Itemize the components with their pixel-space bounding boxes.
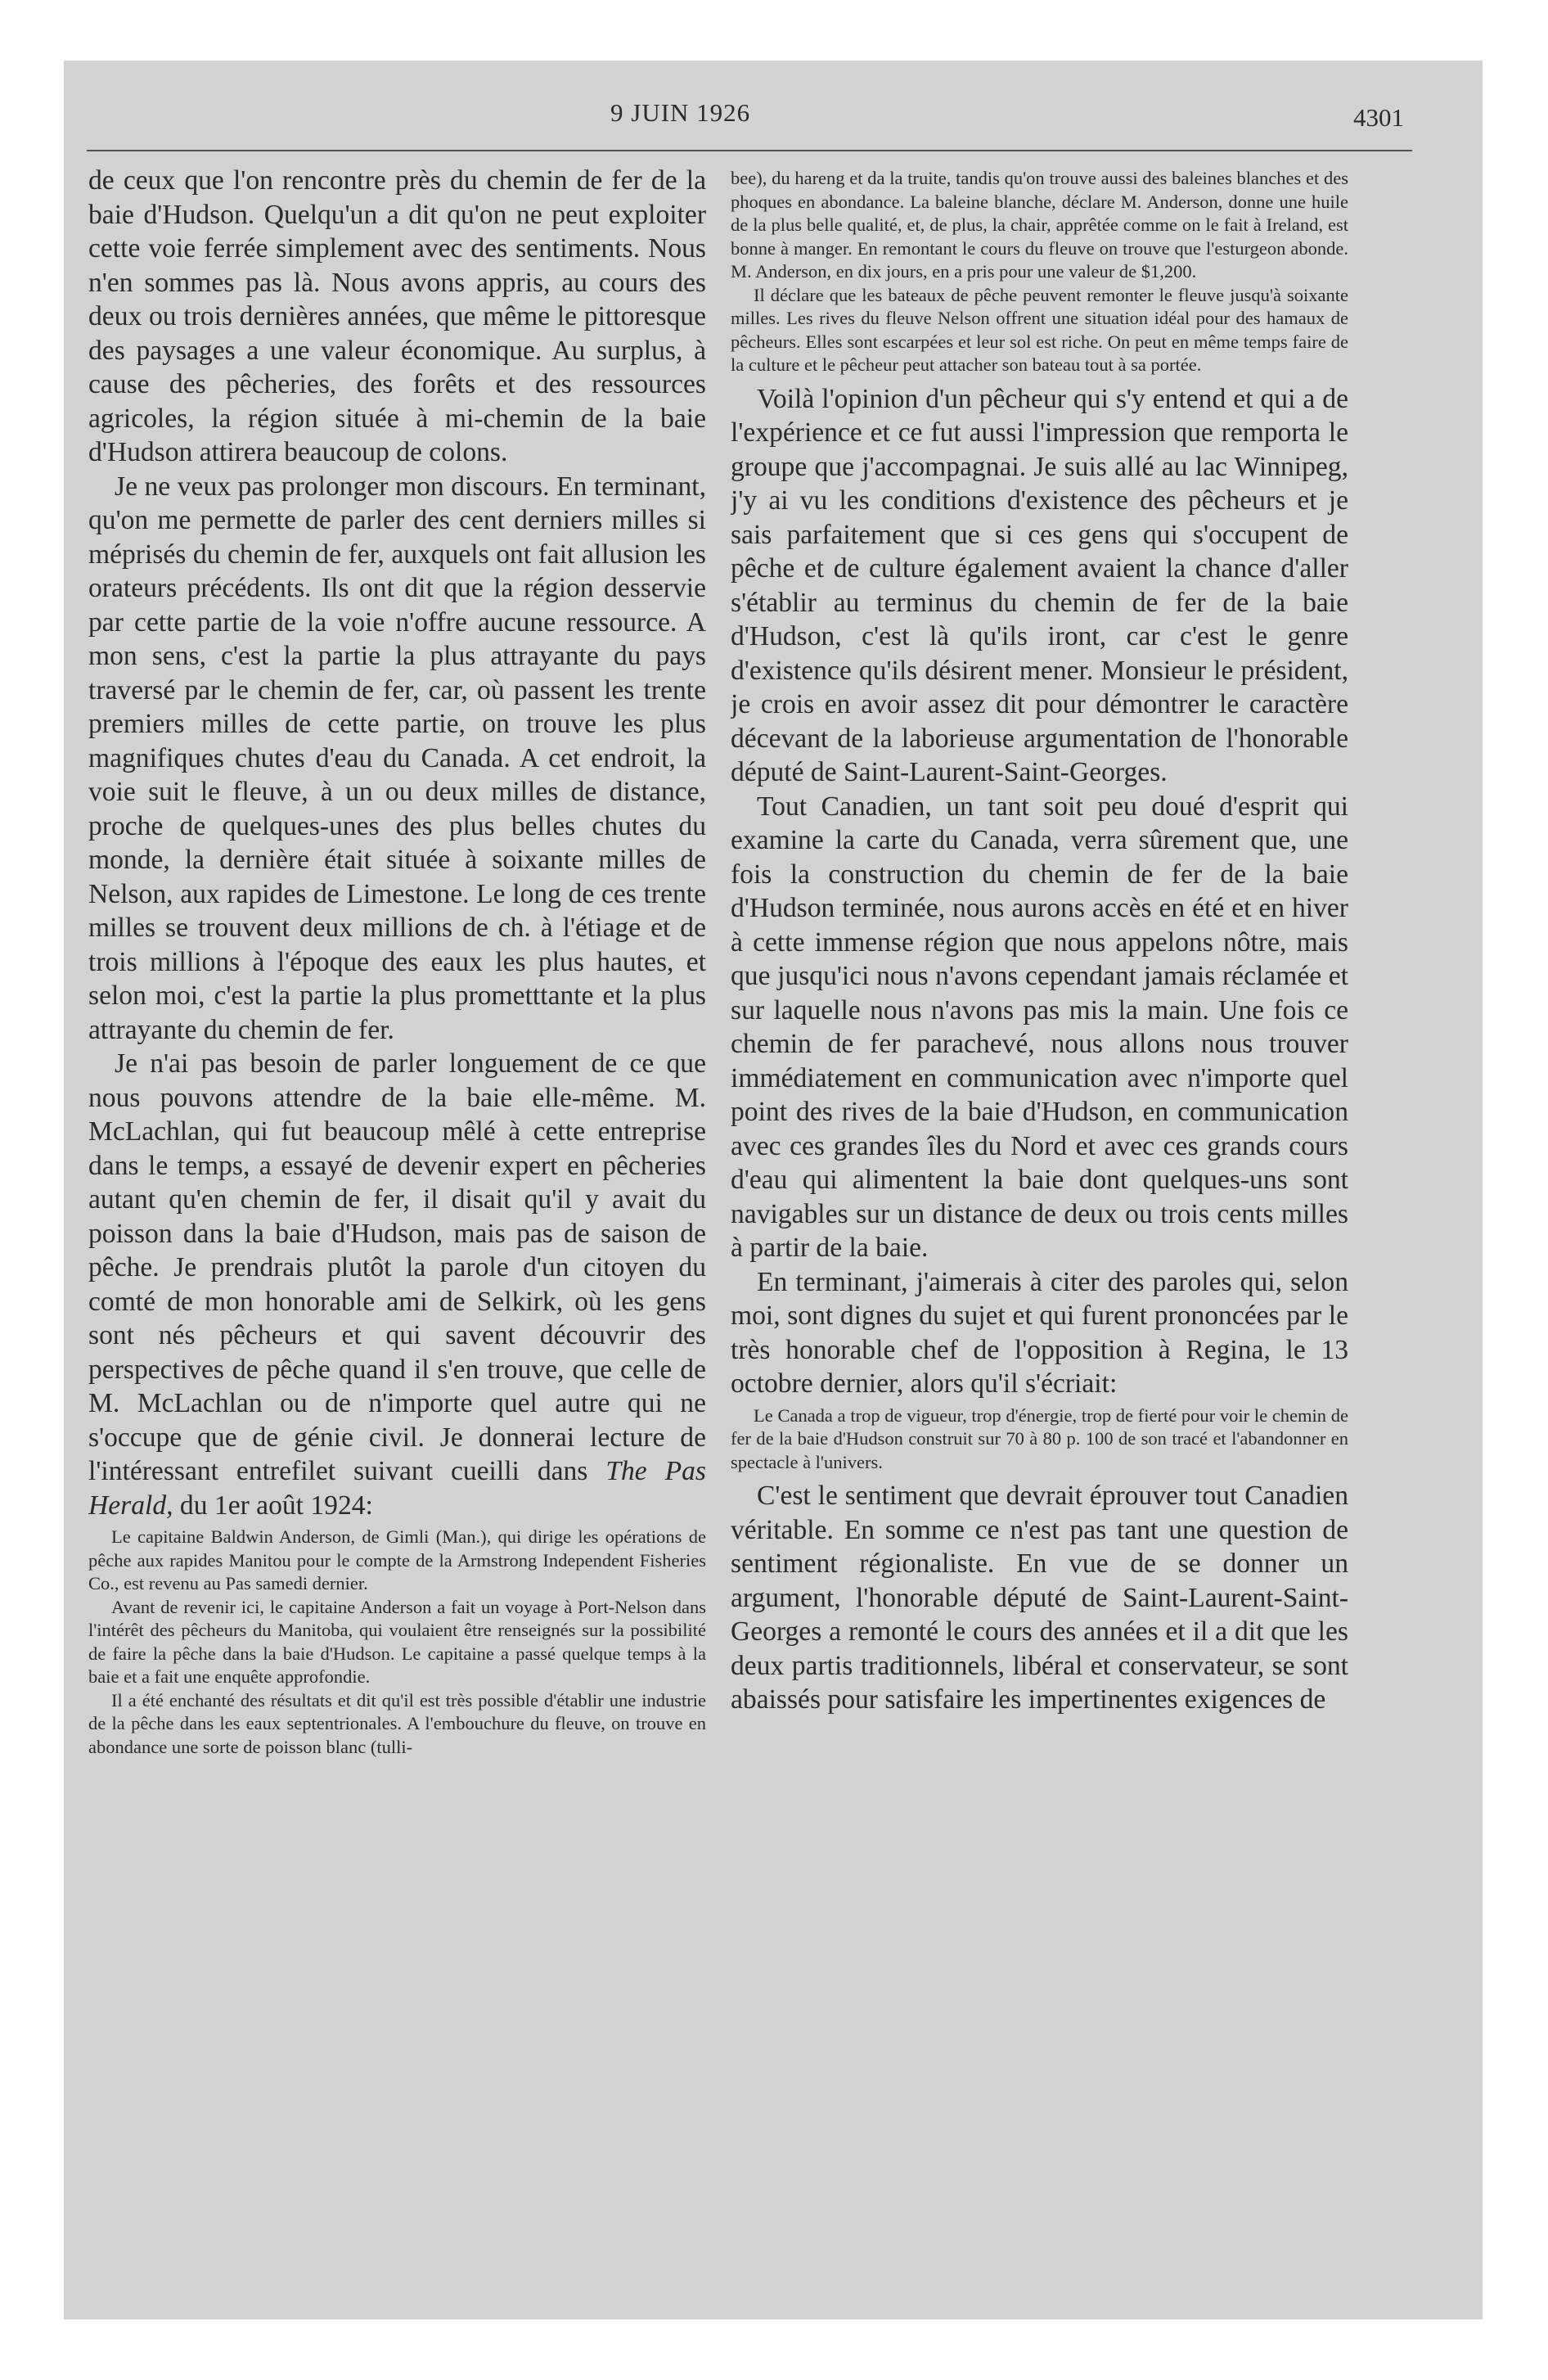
quote-paragraph: Le capitaine Baldwin Anderson, de Gimli (Man.), qui dirige les opérations de pêche aux rapides Manitou pour le compte de la Armstrong Independent Fisheries Co., est revenu au Pas samedi dernier. <box>88 1526 706 1593</box>
paragraph-text: Je n'ai pas besoin de parler longuement de ce que nous pouvons attendre de la baie elle-même. M. McLachlan, qui fut beaucoup mêlé à cette entreprise dans le temps, a essayé de devenir expert en pêcheries autant qu'en chemin de fer, il disait qu'il y avait du poisson dans la baie d'Hudson, mais pas de saison de pêche. Je prendrais plutôt la parole d'un citoyen du comté de mon honorable ami de Selkirk, où les gens sont nés pêcheurs et qui savent découvrir des perspectives de pêche quand il s'en trouve, que celle de M. McLachlan ou de n'importe quel autre qui ne s'occupe que de génie civil. Je donnerai lecture de l'intéressant entrefilet suivant cueilli dans <box>88 1048 706 1486</box>
quote-paragraph: Il a été enchanté des résultats et dit qu'il est très possible d'établir une industrie de la pêche dans les eaux septentrionales. A l'embouchure du fleuve, on trouve en abondance une sorte de poisson blanc (tulli- <box>88 1689 706 1757</box>
paragraph: de ceux que l'on rencontre près du chemin de fer de la baie d'Hudson. Quelqu'un a dit qu'on ne peut exploiter cette voie ferrée simplement avec des sentiments. Nous n'en sommes pas là. Nous avons appris, au cours des deux ou trois dernières années, que même le pittoresque des paysages a une valeur économique. Au surplus, à cause des pêcheries, des forêts et des ressources agricoles, la région située à mi-chemin de la baie d'Hudson attirera beaucoup de colons. <box>88 165 706 467</box>
left-column <box>88 164 706 2144</box>
newspaper-title: The Pas Herald, <box>88 1456 706 1521</box>
paragraph: Voilà l'opinion d'un pêcheur qui s'y entend et qui a de l'expérience et ce fut aussi l'impression que remporta le groupe que j'accompagnai. Je suis allé au lac Winnipeg, j'y ai vu les conditions d'existence des pêcheurs et je sais parfaitement que si ces gens qui s'occupent de pêche et de culture également avaient la chance d'aller s'établir au terminus du chemin de fer de la baie d'Hudson, c'est là qu'ils iront, car c'est le genre d'existence qu'ils désirent mener. Monsieur le président, je crois en avoir assez dit pour démontrer le caractère décevant de la laborieuse argumentation de l'honorable député de Saint-Laurent-Saint-Georges. <box>731 383 1348 787</box>
page-header <box>87 92 1412 141</box>
paragraph: C'est le sentiment que devrait éprouver tout Canadien véritable. En somme ce n'est pas tant une question de sentiment régionaliste. En vue de se donner un argument, l'honorable député de Saint-Laurent-Saint-Georges a remonté le cours des années et il a dit que les deux partis traditionnels, libéral et conservateur, se sont abaissés pour satisfaire les impertinentes exigences de <box>731 1481 1348 1715</box>
paragraph <box>88 1047 706 1522</box>
page-date: 9 JUIN 1926 <box>610 98 751 127</box>
quotation <box>731 1404 1348 1475</box>
header-rule <box>87 150 1412 151</box>
paragraph: En terminant, j'aimerais à citer des paroles qui, selon moi, sont dignes du sujet et qui furent prononcées par le très honorable chef de l'opposition à Regina, le 13 octobre dernier, alors qu'il s'écriait: <box>731 1266 1348 1399</box>
right-column <box>731 164 1348 2144</box>
quotation <box>88 1526 706 1759</box>
paragraph: Tout Canadien, un tant soit peu doué d'esprit qui examine la carte du Canada, verra sûrement que, une fois la construction du chemin de fer de la baie d'Hudson terminée, nous aurons accès en été et en hiver à cette immense région que nous appelons nôtre, mais que jusqu'ici nous n'avons cependant jamais réclamée et sur laquelle nous n'avons pas mis la main. Une fois ce chemin de fer parachevé, nous allons nous trouver immédiatement en communication avec n'importe quel point des rives de la baie d'Hudson, en communication avec ces grandes îles du Nord et avec ces grands cours d'eau qui alimentent la baie dont quelques-uns sont navigables sur un distance de deux ou trois cents milles à partir de la baie. <box>731 791 1348 1263</box>
paragraph-text: du 1er août 1924: <box>173 1490 373 1521</box>
quotation <box>731 167 1348 377</box>
quote-paragraph: Avant de revenir ici, le capitaine Anderson a fait un voyage à Port-Nelson dans l'intérêt des pêcheurs du Manitoba, qui voulaient être renseignés sur la possibilité de faire la pêche dans la baie d'Hudson. Le capitaine a passé quelque temps à la baie et a fait une enquête approfondie. <box>88 1596 706 1687</box>
quote-paragraph: Le Canada a trop de vigueur, trop d'énergie, trop de fierté pour voir le chemin de fer de la baie d'Hudson construit sur 70 à 80 p. 100 de son tracé et l'abandonner en spectacle à l'univers. <box>731 1404 1348 1472</box>
quote-paragraph: Il déclare que les bateaux de pêche peuvent remonter le fleuve jusqu'à soixante milles. Les rives du fleuve Nelson offrent une situation idéal pour des hamaux de pêcheurs. Elles sont escarpées et leur sol est riche. On peut en même temps faire de la culture et le pêcheur peut attacher son bateau tout à sa portée. <box>731 284 1348 375</box>
quote-paragraph: bee), du hareng et da la truite, tandis qu'on trouve aussi des baleines blanches et des phoques en abondance. La baleine blanche, déclare M. Anderson, donne une huile de la plus belle qualité, et, de plus, la chair, apprêtée comme on le fait à Ireland, est bonne à manger. En remontant le cours du fleuve on trouve que l'esturgeon abonde. M. Anderson, en dix jours, en a pris pour une valeur de $1,200. <box>731 168 1348 282</box>
paragraph: Je ne veux pas prolonger mon discours. En terminant, qu'on me permette de parler des cent derniers milles si méprisés du chemin de fer, auxquels ont fait allusion les orateurs précédents. Ils ont dit que la région desservie par cette partie de la voie n'offre aucune ressource. A mon sens, c'est la partie la plus attrayante du pays traversé par le chemin de fer, car, où passent les trente premiers milles de cette partie, on trouve les plus magnifiques chutes d'eau du Canada. A cet endroit, la voie suit le fleuve, à un ou deux milles de distance, proche de quelques-unes des plus belles chutes du monde, la dernière était située à soixante milles de Nelson, aux rapides de Limestone. Le long de ces trente milles se trouvent deux millions de ch. à l'étiage et de trois millions à l'époque des eaux les plus hautes, et selon moi, c'est la partie la plus prometttante et la plus attrayante du chemin de fer. <box>88 471 706 1045</box>
page-number: 4301 <box>1353 103 1404 132</box>
